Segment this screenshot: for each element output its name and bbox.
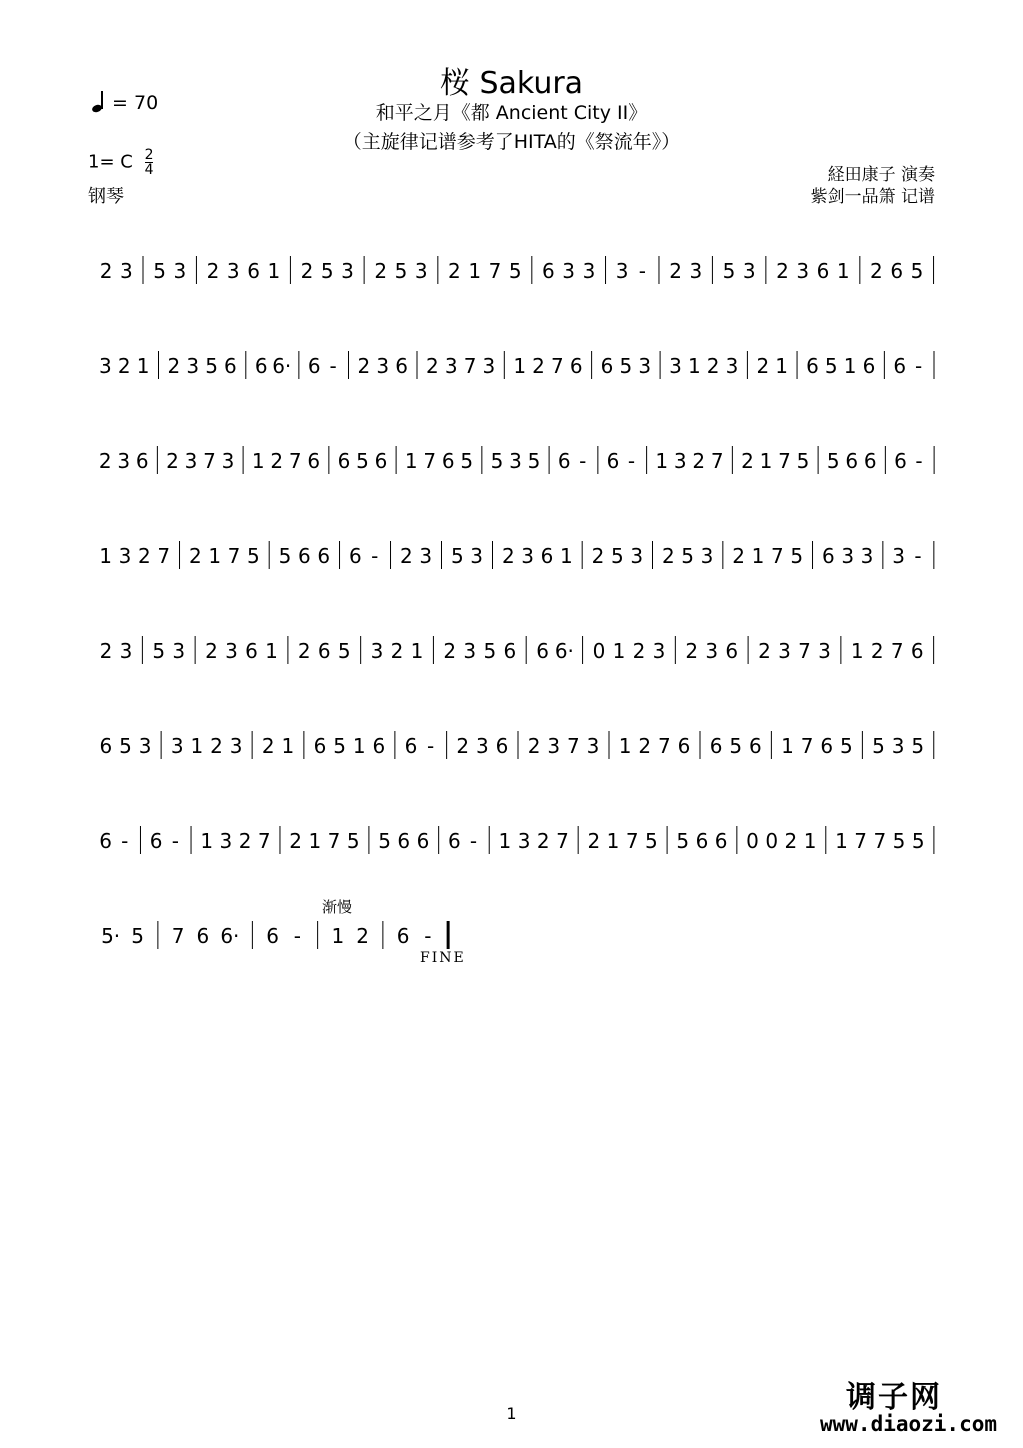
score-note: 6 xyxy=(893,354,907,378)
score-note: 5 xyxy=(153,259,166,283)
score-note: 3 xyxy=(184,449,198,473)
score-note: 6 xyxy=(820,734,834,758)
score-note: 3 xyxy=(138,734,152,758)
score-note: 6 xyxy=(99,734,113,758)
fine-marking: FINE xyxy=(420,950,466,966)
score-note: 3 xyxy=(186,354,200,378)
score-note: 3 xyxy=(778,639,791,663)
score-note: 6 xyxy=(862,354,876,378)
score-note: 3 xyxy=(470,544,484,568)
score-note: 2 xyxy=(137,544,151,568)
score-note: - xyxy=(171,829,179,853)
score-note: 5 xyxy=(490,449,504,473)
score-note: 3 xyxy=(99,354,112,378)
score-note: 5 xyxy=(337,639,351,663)
score-note: 6 xyxy=(224,354,237,378)
score-note: 2 xyxy=(741,449,754,473)
score-note: 3 xyxy=(689,259,703,283)
score-note: - xyxy=(121,829,129,853)
watermark-text: 调子网 xyxy=(846,1380,942,1415)
page-number: 1 xyxy=(506,1404,517,1423)
score-note: 7 xyxy=(770,544,784,568)
score-note: 6 xyxy=(600,354,614,378)
score-note: 2 xyxy=(166,449,179,473)
score-note: 2 xyxy=(167,354,181,378)
transcription-note: （主旋律记谱参考了HITA的《祭流年》） xyxy=(342,131,681,153)
score-note: 3 xyxy=(118,544,132,568)
score-note: 5 xyxy=(460,449,474,473)
score-note: 2 xyxy=(692,449,706,473)
score-note: 5 xyxy=(681,544,695,568)
score-note: 3 xyxy=(705,639,719,663)
score-note: 6 xyxy=(695,829,709,853)
score-note: 2 xyxy=(297,639,311,663)
score-note: 3 xyxy=(219,829,233,853)
score-note: 2 xyxy=(443,639,457,663)
score-note: 2 xyxy=(661,544,675,568)
score-note: 2 xyxy=(532,354,545,378)
score-note: 6 xyxy=(245,639,258,663)
score-note: 2 xyxy=(270,449,284,473)
score-note: 5 xyxy=(356,449,369,473)
score-note: 3 xyxy=(700,544,714,568)
score-note: 7 xyxy=(800,734,814,758)
score-note: 1 xyxy=(513,354,527,378)
score-note: 6 xyxy=(714,829,728,853)
score-note: 3 xyxy=(173,259,187,283)
score-note: 7 xyxy=(227,544,241,568)
score-note: 1 xyxy=(404,449,418,473)
score-note: 6 xyxy=(709,734,723,758)
score-note: 6 xyxy=(99,829,112,853)
score-note: 7 xyxy=(710,449,724,473)
score-note: 3 xyxy=(414,259,428,283)
score-note: 2 xyxy=(501,544,515,568)
score-note: 6 xyxy=(397,829,411,853)
transcriber-credit: 紫剑一品箫 记谱 xyxy=(810,187,935,207)
score-note: 2 xyxy=(205,639,218,663)
score-note: 6 xyxy=(441,449,455,473)
score-note: 6 xyxy=(503,639,517,663)
score-note: 5 xyxy=(729,734,743,758)
score-note: 3 xyxy=(841,544,855,568)
score-note: 1 xyxy=(468,259,482,283)
score-note: 1 xyxy=(267,259,281,283)
score-note: 6 xyxy=(542,259,555,283)
score-note: 3 xyxy=(225,639,238,663)
score-note: 5 xyxy=(205,354,218,378)
performer-credit: 経田康子 演奏 xyxy=(827,165,935,185)
score-note: 6 xyxy=(845,449,859,473)
score-note: 2 xyxy=(685,639,699,663)
score-note: 5 xyxy=(892,829,906,853)
score-note: 1 xyxy=(687,354,701,378)
score-note: 1 xyxy=(190,734,204,758)
score-note: - xyxy=(424,924,432,948)
score-note: 2 xyxy=(426,354,439,378)
score-note: 3 xyxy=(860,544,874,568)
score-note: - xyxy=(579,449,587,473)
score-note: 3 xyxy=(370,639,384,663)
score-note: 2 xyxy=(448,259,461,283)
score-note: 2 xyxy=(99,259,113,283)
score-note: 1 xyxy=(606,829,620,853)
score-note: 6 xyxy=(297,544,311,568)
score-note: 7 xyxy=(327,829,341,853)
score-note: 3 xyxy=(172,639,186,663)
score-note: 2 xyxy=(289,829,303,853)
score-note: - xyxy=(469,829,478,853)
score-note: 3 xyxy=(547,734,561,758)
score-note: 1 xyxy=(775,354,789,378)
score-note: 7 xyxy=(423,449,437,473)
score-note: 5 xyxy=(247,544,260,568)
score-note: 6 xyxy=(196,924,210,948)
watermark-url: www.diaozi.com xyxy=(820,1412,998,1436)
score-note: 6 xyxy=(374,449,388,473)
score-note: 6 xyxy=(536,639,549,663)
score-note: 2 xyxy=(632,639,646,663)
score-note: 3 xyxy=(818,639,831,663)
key-label: 1= C xyxy=(88,151,133,173)
score-note: 6 xyxy=(313,734,327,758)
score-note: 2 xyxy=(756,354,770,378)
score-note: 1 xyxy=(559,544,573,568)
watermark-logo xyxy=(820,1372,1020,1444)
score-note: 3 xyxy=(226,259,240,283)
score-note: 3 xyxy=(444,354,458,378)
score-note: 1 xyxy=(612,639,626,663)
score-note: 2 xyxy=(776,259,789,283)
score-note: 1 xyxy=(251,449,265,473)
score-note: 7 xyxy=(203,449,216,473)
score-note: 6 xyxy=(821,544,835,568)
time-signature-bottom: 4 xyxy=(144,162,154,178)
score-note: 3 xyxy=(341,259,354,283)
score-note: 1 xyxy=(331,924,345,948)
score-note: 5 xyxy=(278,544,292,568)
score-note: 5 xyxy=(796,449,810,473)
score-note: 5· xyxy=(101,924,121,948)
score-note: 6 xyxy=(372,734,386,758)
score-note: 6 xyxy=(677,734,691,758)
score-note: 1 xyxy=(352,734,366,758)
score-note: 7 xyxy=(257,829,271,853)
score-note: 7 xyxy=(657,734,671,758)
score-note: 2 xyxy=(300,259,314,283)
score-note: 7 xyxy=(556,829,569,853)
score-note: 0 xyxy=(765,829,779,853)
score-note: 3 xyxy=(669,354,682,378)
score-note: 1 xyxy=(281,734,295,758)
score-note: 5 xyxy=(508,259,522,283)
score-note: 1 xyxy=(208,544,222,568)
score-note: 1 xyxy=(265,639,278,663)
score-note: 5 xyxy=(722,259,736,283)
score-note: 6 xyxy=(254,354,268,378)
score-note: 1 xyxy=(759,449,773,473)
score-note: 6 xyxy=(447,829,461,853)
page-subtitle: 和平之月《都 Ancient City II》 xyxy=(375,102,648,124)
instrument-label: 钢琴 xyxy=(88,186,124,207)
score-note: 5 xyxy=(378,829,391,853)
score-note: 3 xyxy=(117,449,131,473)
score-note: 3 xyxy=(582,259,596,283)
score-note: 7 xyxy=(873,829,887,853)
score-note: 5 xyxy=(483,639,497,663)
score-note: 6 xyxy=(317,544,331,568)
score-note: 7 xyxy=(854,829,868,853)
score-note: 3 xyxy=(229,734,243,758)
score-note: 2 xyxy=(374,259,388,283)
score-note: 1 xyxy=(781,734,794,758)
score-note: 2 xyxy=(188,544,202,568)
score-note: 6 xyxy=(725,639,739,663)
score-note: 2 xyxy=(638,734,652,758)
score-note: 2 xyxy=(870,259,883,283)
score-note: 5 xyxy=(911,829,925,853)
score-note: 2 xyxy=(536,829,550,853)
score-note: 1 xyxy=(836,259,850,283)
score-note: 3 xyxy=(475,734,489,758)
score-note: 3 xyxy=(119,639,133,663)
score-note: 1 xyxy=(803,829,817,853)
score-note: 6 xyxy=(404,734,418,758)
score-note: 7 xyxy=(551,354,564,378)
score-note: 1 xyxy=(751,544,765,568)
score-note: 7 xyxy=(463,354,477,378)
score-note: 2 xyxy=(117,354,131,378)
score-note: 6 xyxy=(540,544,554,568)
score-note: 2 xyxy=(587,829,601,853)
score-note: 7 xyxy=(171,924,185,948)
score-note: 3 xyxy=(630,544,644,568)
score-note: 2 xyxy=(98,449,112,473)
score-note: 3 xyxy=(517,829,531,853)
score-note: - xyxy=(627,449,636,473)
ritardando-marking: 渐慢 xyxy=(322,898,353,916)
score-note: 6 xyxy=(416,829,430,853)
score-note: 3 xyxy=(725,354,739,378)
score-note: - xyxy=(914,354,923,378)
score-note: 2 xyxy=(732,544,746,568)
score-note: 5 xyxy=(450,544,464,568)
score-note: 2 xyxy=(706,354,720,378)
score-note: - xyxy=(915,449,923,473)
score-note: 3 xyxy=(120,259,133,283)
score-note: 5 xyxy=(910,259,924,283)
score-note: 6 xyxy=(816,259,830,283)
score-note: 7 xyxy=(488,259,502,283)
score-note: 2 xyxy=(784,829,798,853)
score-note: 3 xyxy=(891,734,905,758)
score-note: 5 xyxy=(872,734,885,758)
score-note: 3 xyxy=(638,354,652,378)
score-note: 5 xyxy=(333,734,346,758)
score-note: 6 xyxy=(910,639,924,663)
score-note: 2 xyxy=(206,259,220,283)
score-note: 1 xyxy=(835,829,848,853)
score-note: 1 xyxy=(136,354,150,378)
score-note: 7 xyxy=(157,544,171,568)
score-note: 2 xyxy=(99,639,113,663)
score-note: 5 xyxy=(394,259,408,283)
score-note: 2 xyxy=(390,639,404,663)
score-note: 5 xyxy=(824,354,838,378)
score-note: 6 xyxy=(863,449,877,473)
score-note: 3 xyxy=(221,449,235,473)
score-note: 6 xyxy=(495,734,509,758)
score-note: 1 xyxy=(498,829,512,853)
score-note: 6 xyxy=(557,449,571,473)
score-note: 5 xyxy=(676,829,690,853)
score-note: 7 xyxy=(566,734,580,758)
score-note: 2 xyxy=(758,639,771,663)
score-note: 3 xyxy=(509,449,522,473)
page-title: 桜 Sakura xyxy=(439,66,584,101)
score-note: 5 xyxy=(790,544,804,568)
score-note: 3 xyxy=(376,354,390,378)
score-note: 6 xyxy=(266,924,279,948)
score-note: 6 xyxy=(569,354,583,378)
score-note: 1 xyxy=(308,829,322,853)
score-note: 3 xyxy=(673,449,687,473)
score-note: 2 xyxy=(399,544,413,568)
score-note: 5 xyxy=(645,829,658,853)
score-note: 2 xyxy=(527,734,541,758)
score-note: 6 xyxy=(307,354,321,378)
score-note: 5 xyxy=(346,829,360,853)
score-note: 7 xyxy=(625,829,639,853)
score-note: 6 xyxy=(748,734,762,758)
score-note: 7 xyxy=(798,639,811,663)
score-note: 2 xyxy=(210,734,223,758)
score-note: 6 xyxy=(247,259,260,283)
score-note: 2 xyxy=(261,734,275,758)
time-signature-top: 2 xyxy=(144,147,154,163)
score-note: 5 xyxy=(610,544,624,568)
score-note: 0 xyxy=(746,829,759,853)
score-note: 5 xyxy=(131,924,144,948)
score-note: 6 xyxy=(317,639,331,663)
score-note: 1 xyxy=(850,639,864,663)
score-note: 7 xyxy=(288,449,302,473)
score-note: 5 xyxy=(911,734,925,758)
score-note: 6 xyxy=(307,449,321,473)
score-note: 6 xyxy=(606,449,620,473)
score-note: - xyxy=(914,544,922,568)
score-note: 6 xyxy=(396,924,410,948)
score-note: 6 xyxy=(135,449,149,473)
score-note: 3 xyxy=(463,639,477,663)
score-note: 1 xyxy=(99,544,113,568)
score-note: - xyxy=(371,544,379,568)
score-note: 3 xyxy=(170,734,184,758)
score-note: 1 xyxy=(655,449,669,473)
score-note: 7 xyxy=(890,639,904,663)
score-note: 6· xyxy=(272,354,292,378)
score-note: 6· xyxy=(554,639,574,663)
score-note: 3 xyxy=(615,259,629,283)
score-note: - xyxy=(638,259,646,283)
score-note: 6 xyxy=(149,829,163,853)
score-note: 0 xyxy=(592,639,606,663)
score-note: 2 xyxy=(870,639,884,663)
score-note: 3 xyxy=(562,259,576,283)
score-note: 3 xyxy=(586,734,600,758)
score-note: 5 xyxy=(152,639,166,663)
score-note: 5 xyxy=(826,449,840,473)
score-note: 5 xyxy=(619,354,633,378)
score-note: 6 xyxy=(890,259,904,283)
score-note: 3 xyxy=(482,354,496,378)
score-note: 3 xyxy=(742,259,756,283)
score-note: 3 xyxy=(796,259,810,283)
score-note: 5 xyxy=(119,734,132,758)
score-note: - xyxy=(329,354,337,378)
score-note: 3 xyxy=(521,544,535,568)
score-note: 1 xyxy=(200,829,214,853)
score-note: 5 xyxy=(839,734,853,758)
score-note: 2 xyxy=(238,829,252,853)
score-note: 2 xyxy=(456,734,470,758)
score-note: 6 xyxy=(806,354,819,378)
tempo-value: = 70 xyxy=(112,92,159,114)
score-note: 6· xyxy=(220,924,240,948)
score-note: 1 xyxy=(410,639,424,663)
score-note: 5 xyxy=(320,259,334,283)
score-note: 6 xyxy=(348,544,362,568)
score-note: 5 xyxy=(527,449,541,473)
score-note: 2 xyxy=(591,544,605,568)
score-note: 1 xyxy=(618,734,632,758)
score-note: 6 xyxy=(337,449,351,473)
score-note: 2 xyxy=(356,924,369,948)
score-note: 6 xyxy=(395,354,408,378)
score-note: 3 xyxy=(892,544,906,568)
score-note: 3 xyxy=(419,544,433,568)
score-note: 7 xyxy=(778,449,791,473)
score-note: - xyxy=(426,734,435,758)
score-note: 6 xyxy=(894,449,907,473)
score-note: 1 xyxy=(843,354,857,378)
score-note: 3 xyxy=(652,639,666,663)
score-note: 2 xyxy=(669,259,682,283)
score-note: 2 xyxy=(357,354,371,378)
score-note: - xyxy=(293,924,301,948)
